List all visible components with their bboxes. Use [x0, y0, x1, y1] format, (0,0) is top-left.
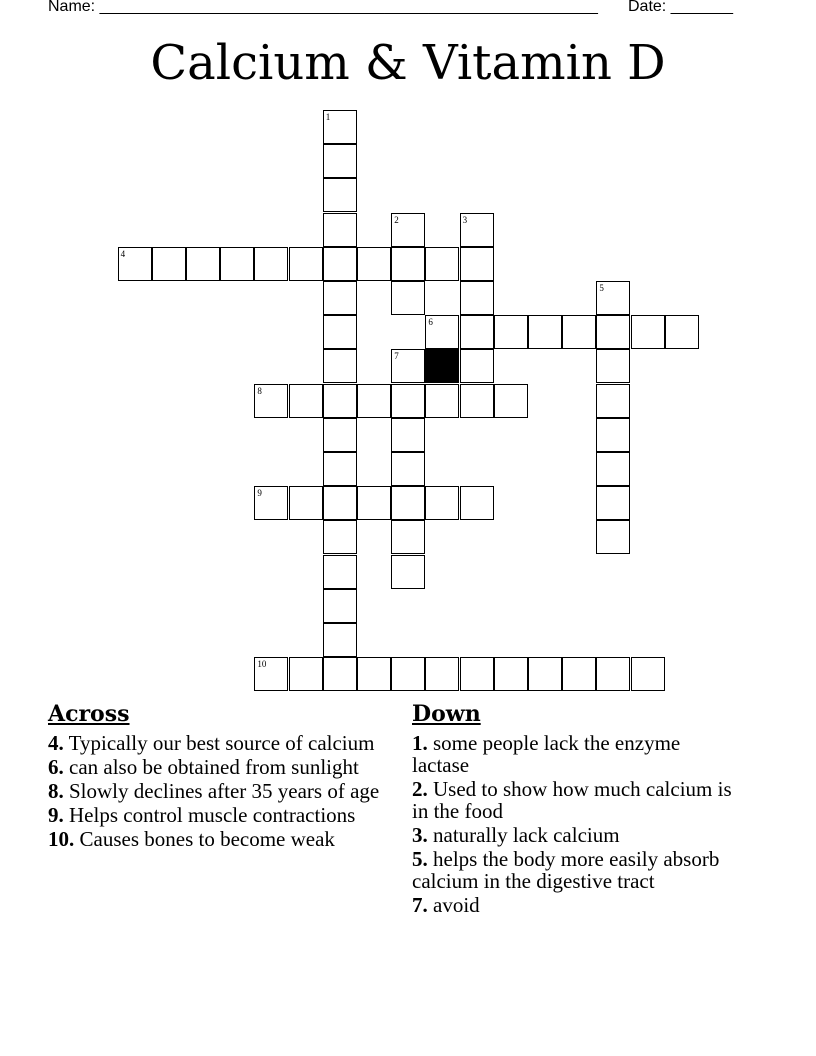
across-heading: Across [48, 701, 130, 727]
page-title: Calcium & Vitamin D [150, 35, 666, 91]
grid-cell[interactable] [357, 247, 391, 281]
grid-cell[interactable] [596, 281, 630, 315]
clue-across-4: 4. Typically our best source of calcium [48, 731, 375, 755]
clue-across-10: 10. Causes bones to become weak [48, 827, 335, 851]
grid-cell[interactable] [460, 384, 494, 418]
grid-cell[interactable] [596, 520, 630, 554]
grid-cell[interactable] [323, 418, 357, 452]
grid-cell[interactable] [494, 315, 528, 349]
grid-cell[interactable] [460, 281, 494, 315]
grid-cell[interactable] [596, 486, 630, 520]
clue-number: 3 [462, 214, 468, 225]
grid-cell[interactable] [254, 247, 288, 281]
grid-cell[interactable] [460, 349, 494, 383]
grid-cell[interactable] [494, 384, 528, 418]
grid-cell[interactable] [562, 657, 596, 691]
date-field-label[interactable]: Date: _______ [628, 0, 733, 15]
grid-cell[interactable] [186, 247, 220, 281]
clue-number: 9 [257, 488, 262, 499]
clue-number: 7 [394, 351, 399, 362]
grid-cell[interactable] [425, 384, 459, 418]
grid-cell[interactable] [460, 486, 494, 520]
grid-cell[interactable] [596, 315, 630, 349]
down-heading: Down [412, 701, 481, 727]
down-clues [412, 702, 742, 918]
grid-cell[interactable] [631, 315, 665, 349]
clue-number: 5 [599, 283, 604, 293]
grid-cell[interactable] [391, 349, 425, 383]
grid-cell[interactable] [425, 657, 459, 691]
grid-cell[interactable] [391, 555, 425, 589]
grid-cell[interactable] [391, 520, 425, 554]
grid-cell[interactable] [391, 247, 425, 281]
grid-cell[interactable] [494, 657, 528, 691]
clue-across-8: 8. Slowly declines after 35 years of age [48, 779, 380, 803]
grid-cell[interactable] [391, 213, 425, 247]
clue-down-2: 2. Used to show how much calcium is in the food [412, 777, 732, 823]
grid-cell[interactable] [596, 384, 630, 418]
clue-number: 10 [257, 659, 267, 670]
grid-cell[interactable] [460, 213, 494, 247]
clue-number: 8 [257, 385, 262, 396]
grid-cell[interactable] [323, 555, 357, 589]
grid-cell[interactable] [425, 315, 459, 349]
grid-cell[interactable] [323, 110, 357, 144]
clue-number: 2 [394, 214, 399, 225]
grid-cell[interactable] [254, 384, 288, 418]
grid-cell[interactable] [323, 315, 357, 349]
grid-cell[interactable] [391, 486, 425, 520]
grid-cell[interactable] [289, 384, 323, 418]
grid-cell[interactable] [323, 452, 357, 486]
clue-across-6: 6. can also be obtained from sunlight [48, 755, 359, 779]
grid-cell[interactable] [220, 247, 254, 281]
grid-cell[interactable] [323, 384, 357, 418]
grid-cell[interactable] [323, 144, 357, 178]
clue-down-5: 5. helps the body more easily absorb calcium in the digestive tract [412, 847, 720, 893]
grid-cell[interactable] [596, 349, 630, 383]
grid-cell[interactable] [254, 657, 288, 691]
black-cell [425, 349, 459, 383]
grid-cell[interactable] [289, 486, 323, 520]
across-clues [48, 702, 393, 852]
grid-cell[interactable] [118, 247, 152, 281]
grid-cell[interactable] [528, 657, 562, 691]
grid-cell[interactable] [323, 349, 357, 383]
clue-down-1: 1. some people lack the enzyme lactase [412, 731, 681, 777]
grid-cell[interactable] [323, 589, 357, 623]
grid-cell[interactable] [425, 247, 459, 281]
grid-cell[interactable] [323, 623, 357, 657]
clue-number: 4 [120, 248, 126, 259]
grid-cell[interactable] [562, 315, 596, 349]
grid-cell[interactable] [460, 247, 494, 281]
grid-cell[interactable] [460, 657, 494, 691]
grid-cell[interactable] [391, 418, 425, 452]
grid-cell[interactable] [596, 452, 630, 486]
grid-cell[interactable] [152, 247, 186, 281]
grid-cell[interactable] [357, 384, 391, 418]
clue-down-7: 7. avoid [412, 893, 480, 917]
grid-cell[interactable] [665, 315, 699, 349]
grid-cell[interactable] [357, 657, 391, 691]
grid-cell[interactable] [596, 657, 630, 691]
name-field-label[interactable]: Name: ________________________________________________________ [48, 0, 598, 15]
clue-number: 6 [428, 317, 433, 328]
grid-cell[interactable] [323, 486, 357, 520]
clue-number: 1 [325, 112, 331, 122]
grid-cell[interactable] [391, 281, 425, 315]
grid-cell[interactable] [596, 418, 630, 452]
grid-cell[interactable] [391, 384, 425, 418]
grid-cell[interactable] [323, 657, 357, 691]
grid-cell[interactable] [631, 657, 665, 691]
grid-cell[interactable] [391, 452, 425, 486]
grid-cell[interactable] [323, 281, 357, 315]
grid-cell[interactable] [323, 520, 357, 554]
grid-cell[interactable] [460, 315, 494, 349]
clue-across-9: 9. Helps control muscle contractions [48, 803, 356, 827]
grid-cell[interactable] [528, 315, 562, 349]
grid-cell[interactable] [289, 247, 323, 281]
grid-cell[interactable] [323, 213, 357, 247]
grid-cell[interactable] [357, 486, 391, 520]
grid-cell[interactable] [323, 247, 357, 281]
grid-cell[interactable] [289, 657, 323, 691]
grid-cell[interactable] [391, 657, 425, 691]
grid-cell[interactable] [254, 486, 288, 520]
clue-down-3: 3. naturally lack calcium [412, 823, 620, 847]
grid-cell[interactable] [323, 178, 357, 212]
grid-cell[interactable] [425, 486, 459, 520]
